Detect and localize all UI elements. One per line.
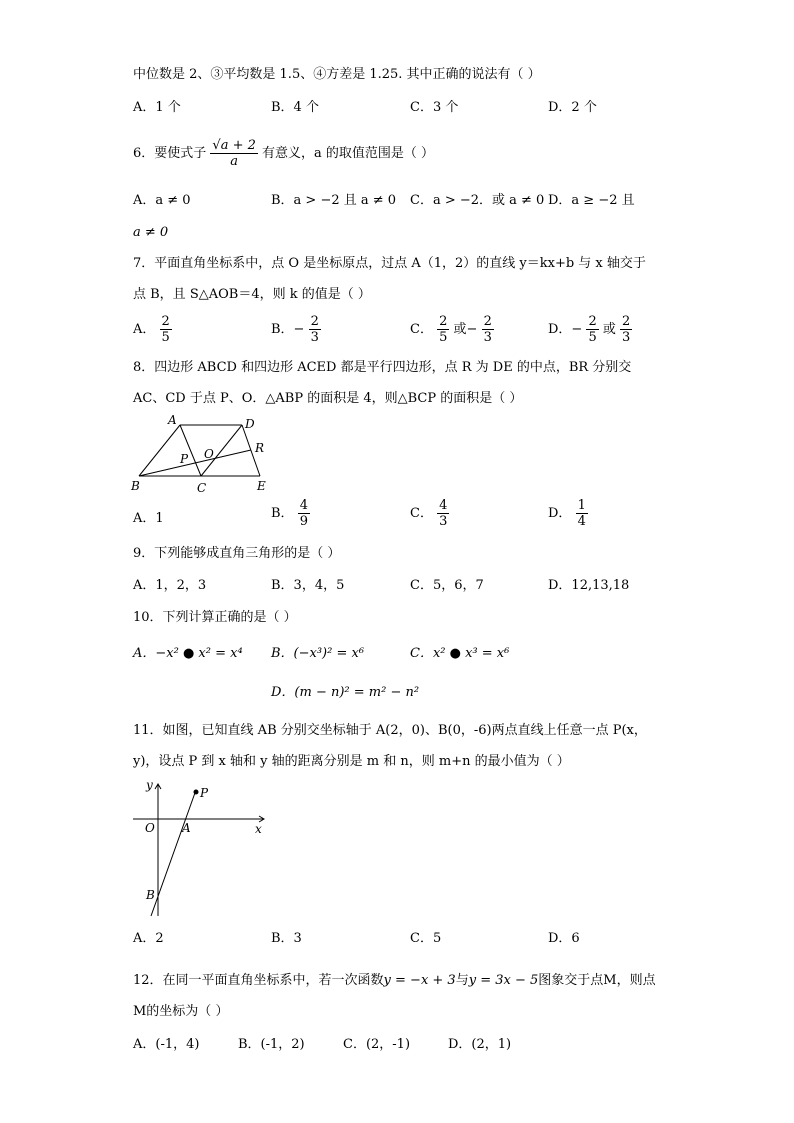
q7-d-fraction-2	[620, 314, 632, 345]
q6-prefix: 6．要使式子	[133, 146, 207, 161]
q12-option-c[interactable]: C．(2，-1)	[343, 1037, 411, 1052]
q10-option-b[interactable]: B．(−x³)² = x⁶	[271, 646, 365, 661]
q8-geometry-figure	[128, 412, 278, 496]
q12-eq2: y = 3x − 5	[468, 973, 539, 988]
q5-option-c[interactable]: C．3 个	[410, 100, 459, 115]
q6-option-d[interactable]: D．a ≥ −2 且	[548, 193, 635, 208]
q7-a-den: 5	[161, 330, 170, 345]
q7-c-fraction-1	[437, 314, 449, 345]
q8-c-num: 4	[439, 498, 448, 513]
q12-option-d[interactable]: D．(2，1)	[448, 1037, 512, 1052]
q8-option-b-label: B．	[271, 506, 294, 521]
q11-option-c[interactable]: C．5	[410, 931, 442, 946]
q7-d-fraction-1	[586, 314, 598, 345]
q8-label-r: R	[255, 441, 265, 455]
q10-option-a[interactable]: A．−x² ● x² = x⁴	[133, 646, 243, 661]
q5-option-d[interactable]: D．2 个	[548, 100, 597, 115]
q5-option-a[interactable]: A．1 个	[133, 100, 181, 115]
q12-option-a[interactable]: A．(-1，4)	[133, 1037, 200, 1052]
q8-d-den: 4	[577, 514, 586, 529]
q7-d1-num: 2	[588, 314, 597, 329]
q8-d-num: 1	[577, 498, 586, 513]
q7-option-b-label: B．−	[271, 322, 305, 337]
q6-option-b[interactable]: B．a > −2 且 a ≠ 0	[271, 193, 397, 208]
q11-label-b: B	[146, 888, 155, 902]
q8-label-d: D	[245, 417, 255, 431]
q8-option-c[interactable]	[410, 498, 449, 529]
q8-b-fraction	[298, 498, 310, 529]
q8-edge-ac	[180, 425, 201, 476]
q11-line1: 11．如图，已知直线 AB 分别交坐标轴于 A(2，0)、B(0，-6)两点直线上任意一点 P(x，	[133, 723, 647, 738]
q10-option-d[interactable]: D．(m − n)² = m² − n²	[271, 685, 420, 700]
q9-stem: 9．下列能够成直角三角形的是（ ）	[133, 546, 341, 561]
q8-line-br	[139, 450, 251, 476]
q11-line2: y)，设点 P 到 x 轴和 y 轴的距离分别是 m 和 n，则 m+n 的最小值为（ ）	[133, 754, 570, 769]
q7-option-a-label: A．	[133, 322, 156, 337]
q7-c2-num: 2	[483, 314, 492, 329]
q9-option-a[interactable]: A．1，2，3	[133, 578, 207, 593]
q12-line1	[133, 972, 656, 990]
q7-option-d-label: D．−	[548, 322, 583, 337]
q7-option-b[interactable]	[271, 314, 321, 345]
q11-label-x: x	[255, 822, 262, 836]
q12-line1-end: 图象交于点M，则点	[538, 973, 656, 988]
q12-yu: 与	[455, 973, 469, 988]
q6-suffix: 有意义，a 的取值范围是（ ）	[262, 146, 435, 161]
q7-c2-den: 3	[483, 330, 492, 345]
q8-b-den: 9	[299, 514, 308, 529]
q7-b-num: 2	[310, 314, 319, 329]
q8-option-b[interactable]	[271, 498, 310, 529]
q9-option-c[interactable]: C．5，6，7	[410, 578, 484, 593]
q7-d2-den: 3	[622, 330, 631, 345]
q7-c-or: 或−	[453, 322, 478, 337]
q6-option-a[interactable]: A．a ≠ 0	[133, 193, 191, 208]
q7-option-c[interactable]	[410, 314, 494, 345]
q11-option-a[interactable]: A．2	[133, 931, 164, 946]
q12-line2: M的坐标为（ ）	[133, 1004, 229, 1019]
q8-option-c-label: C．	[410, 506, 433, 521]
q12-line1-start: 12．在同一平面直角坐标系中，若一次函数	[133, 973, 384, 988]
q8-label-b: B	[131, 479, 140, 493]
q8-option-d[interactable]	[548, 498, 588, 529]
q7-c1-den: 5	[439, 330, 448, 345]
q7-d2-num: 2	[622, 314, 631, 329]
q7-b-den: 3	[310, 330, 319, 345]
q7-option-c-label: C．	[410, 322, 433, 337]
q8-label-e: E	[257, 479, 266, 493]
q8-option-a[interactable]: A．1	[133, 511, 164, 526]
q11-coordinate-figure	[128, 776, 273, 920]
q10-stem: 10．下列计算正确的是（ ）	[133, 610, 297, 625]
q7-d1-den: 5	[588, 330, 597, 345]
q11-label-a: A	[182, 821, 191, 835]
q8-option-d-label: D．	[548, 506, 572, 521]
q9-option-b[interactable]: B．3，4，5	[271, 578, 345, 593]
q6-option-c[interactable]: C．a > −2．或 a ≠ 0	[410, 193, 545, 208]
q6-stem	[133, 138, 434, 169]
q8-line2: AC、CD 于点 P、O．△ABP 的面积是 4，则△BCP 的面积是（ ）	[133, 391, 523, 406]
q8-label-c: C	[197, 481, 207, 495]
q12-option-b[interactable]: B．(-1，2)	[238, 1037, 305, 1052]
q11-point-p	[194, 790, 199, 795]
q5-option-b[interactable]: B．4 个	[271, 100, 319, 115]
q8-d-fraction	[576, 498, 588, 529]
q7-a-fraction	[160, 314, 172, 345]
q11-label-p: P	[200, 786, 209, 800]
q8-label-p: P	[180, 452, 189, 466]
q9-option-d[interactable]: D．12,13,18	[548, 578, 630, 593]
q8-c-fraction	[437, 498, 449, 529]
q7-option-a[interactable]	[133, 314, 172, 345]
q11-label-y: y	[146, 778, 153, 792]
q11-option-d[interactable]: D．6	[548, 931, 580, 946]
q7-c-fraction-2	[482, 314, 494, 345]
q11-option-b[interactable]: B．3	[271, 931, 302, 946]
q7-c1-num: 2	[439, 314, 448, 329]
q6-fraction	[210, 138, 257, 169]
q5-text: 中位数是 2、③平均数是 1.5、④方差是 1.25. 其中正确的说法有（ ）	[133, 67, 541, 82]
q7-line2: 点 B，且 S△AOB＝4，则 k 的值是（ ）	[133, 287, 371, 302]
q7-line1: 7．平面直角坐标系中，点 O 是坐标原点，过点 A（1，2）的直线 y＝kx+b 与 x 轴交于	[133, 256, 646, 271]
q8-b-num: 4	[299, 498, 308, 513]
q8-line1: 8．四边形 ABCD 和四边形 ACED 都是平行四边形，点 R 为 DE 的中点，BR 分别交	[133, 360, 632, 375]
q11-label-o: O	[145, 821, 155, 835]
q8-label-o: O	[204, 447, 214, 461]
q6-frac-den: a	[230, 154, 239, 169]
q8-c-den: 3	[439, 514, 448, 529]
q6-option-d-continued: a ≠ 0	[133, 225, 169, 240]
q6-frac-num: √a + 2	[212, 138, 256, 153]
q7-a-num: 2	[161, 314, 170, 329]
q8-label-a: A	[168, 413, 177, 427]
q7-d-or: 或	[602, 322, 616, 337]
q7-option-d[interactable]	[548, 314, 632, 345]
q10-option-c[interactable]: C．x² ● x³ = x⁶	[410, 646, 510, 661]
q12-eq1: y = −x + 3	[383, 973, 456, 988]
q7-b-fraction	[309, 314, 321, 345]
